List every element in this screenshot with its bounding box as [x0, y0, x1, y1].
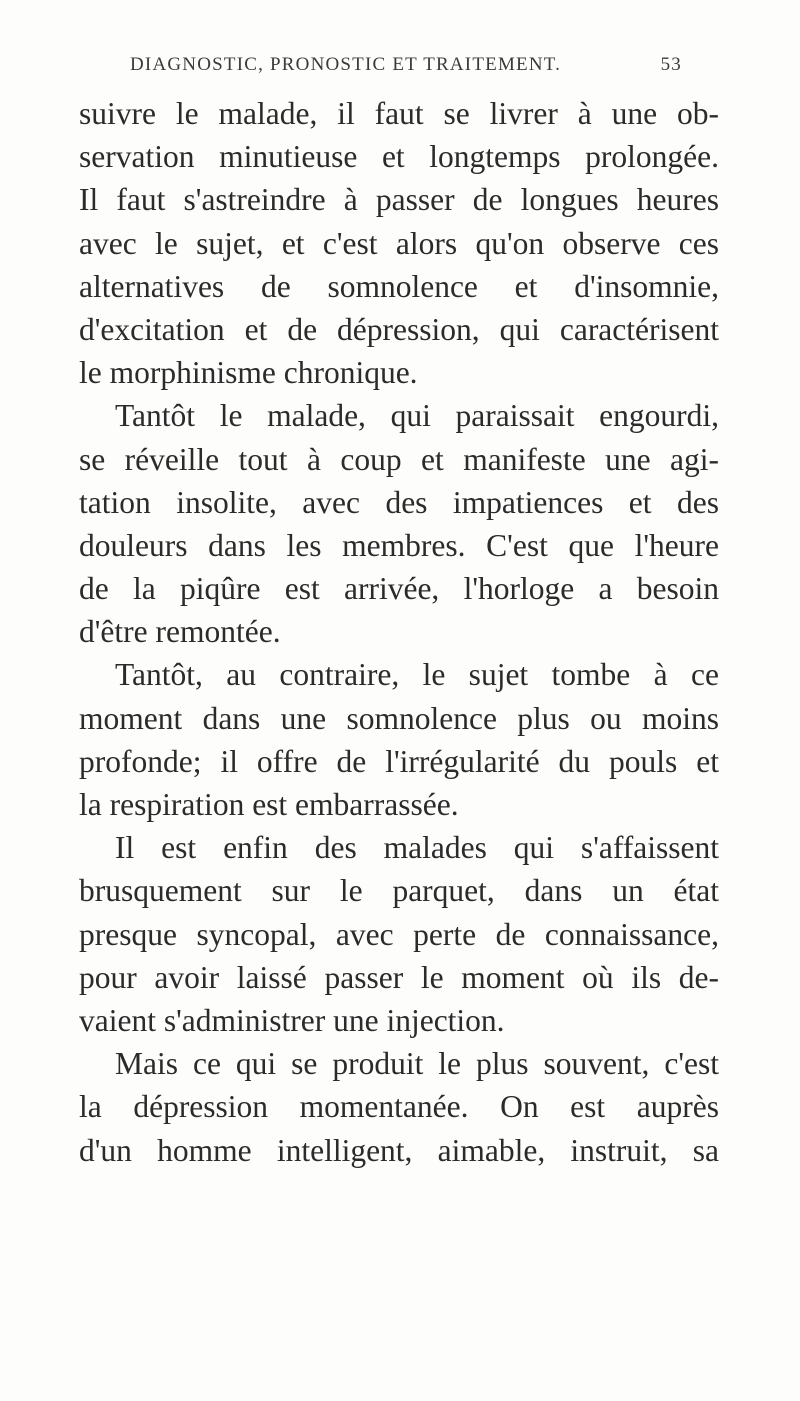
paragraph-2	[79, 394, 719, 653]
text-line: avec le sujet, et c'est alors qu'on observe ces	[79, 225, 719, 261]
running-head	[130, 54, 682, 84]
text-line: Il est enfin des malades qui s'affaissent	[115, 830, 719, 866]
text-line: moment dans une somnolence plus ou moins	[79, 700, 719, 736]
body-text	[79, 92, 719, 1172]
running-title: DIAGNOSTIC, PRONOSTIC ET TRAITEMENT.	[130, 54, 562, 75]
paragraph-5	[79, 1042, 719, 1172]
text-line: tation insolite, avec des impatiences et des	[79, 484, 719, 520]
text-line: la dépression momentanée. On est auprès	[79, 1089, 719, 1125]
text-line: presque syncopal, avec perte de connaissance,	[79, 916, 719, 952]
text-line: d'excitation et de dépression, qui caractérisent	[79, 311, 719, 347]
text-line: douleurs dans les membres. C'est que l'heure	[79, 527, 719, 563]
paragraph-4	[79, 826, 719, 1042]
page-number: 53	[660, 54, 682, 75]
text-line: Tantôt le malade, qui paraissait engourdi,	[115, 398, 719, 434]
text-line: Mais ce qui se produit le plus souvent, c'est	[115, 1046, 719, 1082]
paragraph-1	[79, 92, 719, 394]
paragraph-3	[79, 653, 719, 826]
text-line: d'être remontée.	[79, 614, 281, 650]
text-line: le morphinisme chronique.	[79, 355, 418, 391]
text-line: pour avoir laissé passer le moment où ils de-	[79, 959, 719, 995]
text-line: alternatives de somnolence et d'insomnie,	[79, 268, 719, 304]
text-line: d'un homme intelligent, aimable, instruit, sa	[79, 1132, 719, 1168]
text-line: suivre le malade, il faut se livrer à une ob-	[79, 96, 719, 131]
text-line: servation minutieuse et longtemps prolongée.	[79, 139, 719, 175]
text-line: Il faut s'astreindre à passer de longues heures	[79, 182, 719, 218]
text-line: brusquement sur le parquet, dans un état	[79, 873, 719, 909]
text-line: se réveille tout à coup et manifeste une agi-	[79, 441, 719, 477]
text-line: Tantôt, au contraire, le sujet tombe à ce	[115, 657, 719, 693]
text-line: la respiration est embarrassée.	[79, 787, 459, 822]
text-line: de la piqûre est arrivée, l'horloge a besoin	[79, 571, 719, 607]
text-line: vaient s'administrer une injection.	[79, 1002, 505, 1038]
text-line: profonde; il offre de l'irrégularité du pouls et	[79, 743, 719, 779]
